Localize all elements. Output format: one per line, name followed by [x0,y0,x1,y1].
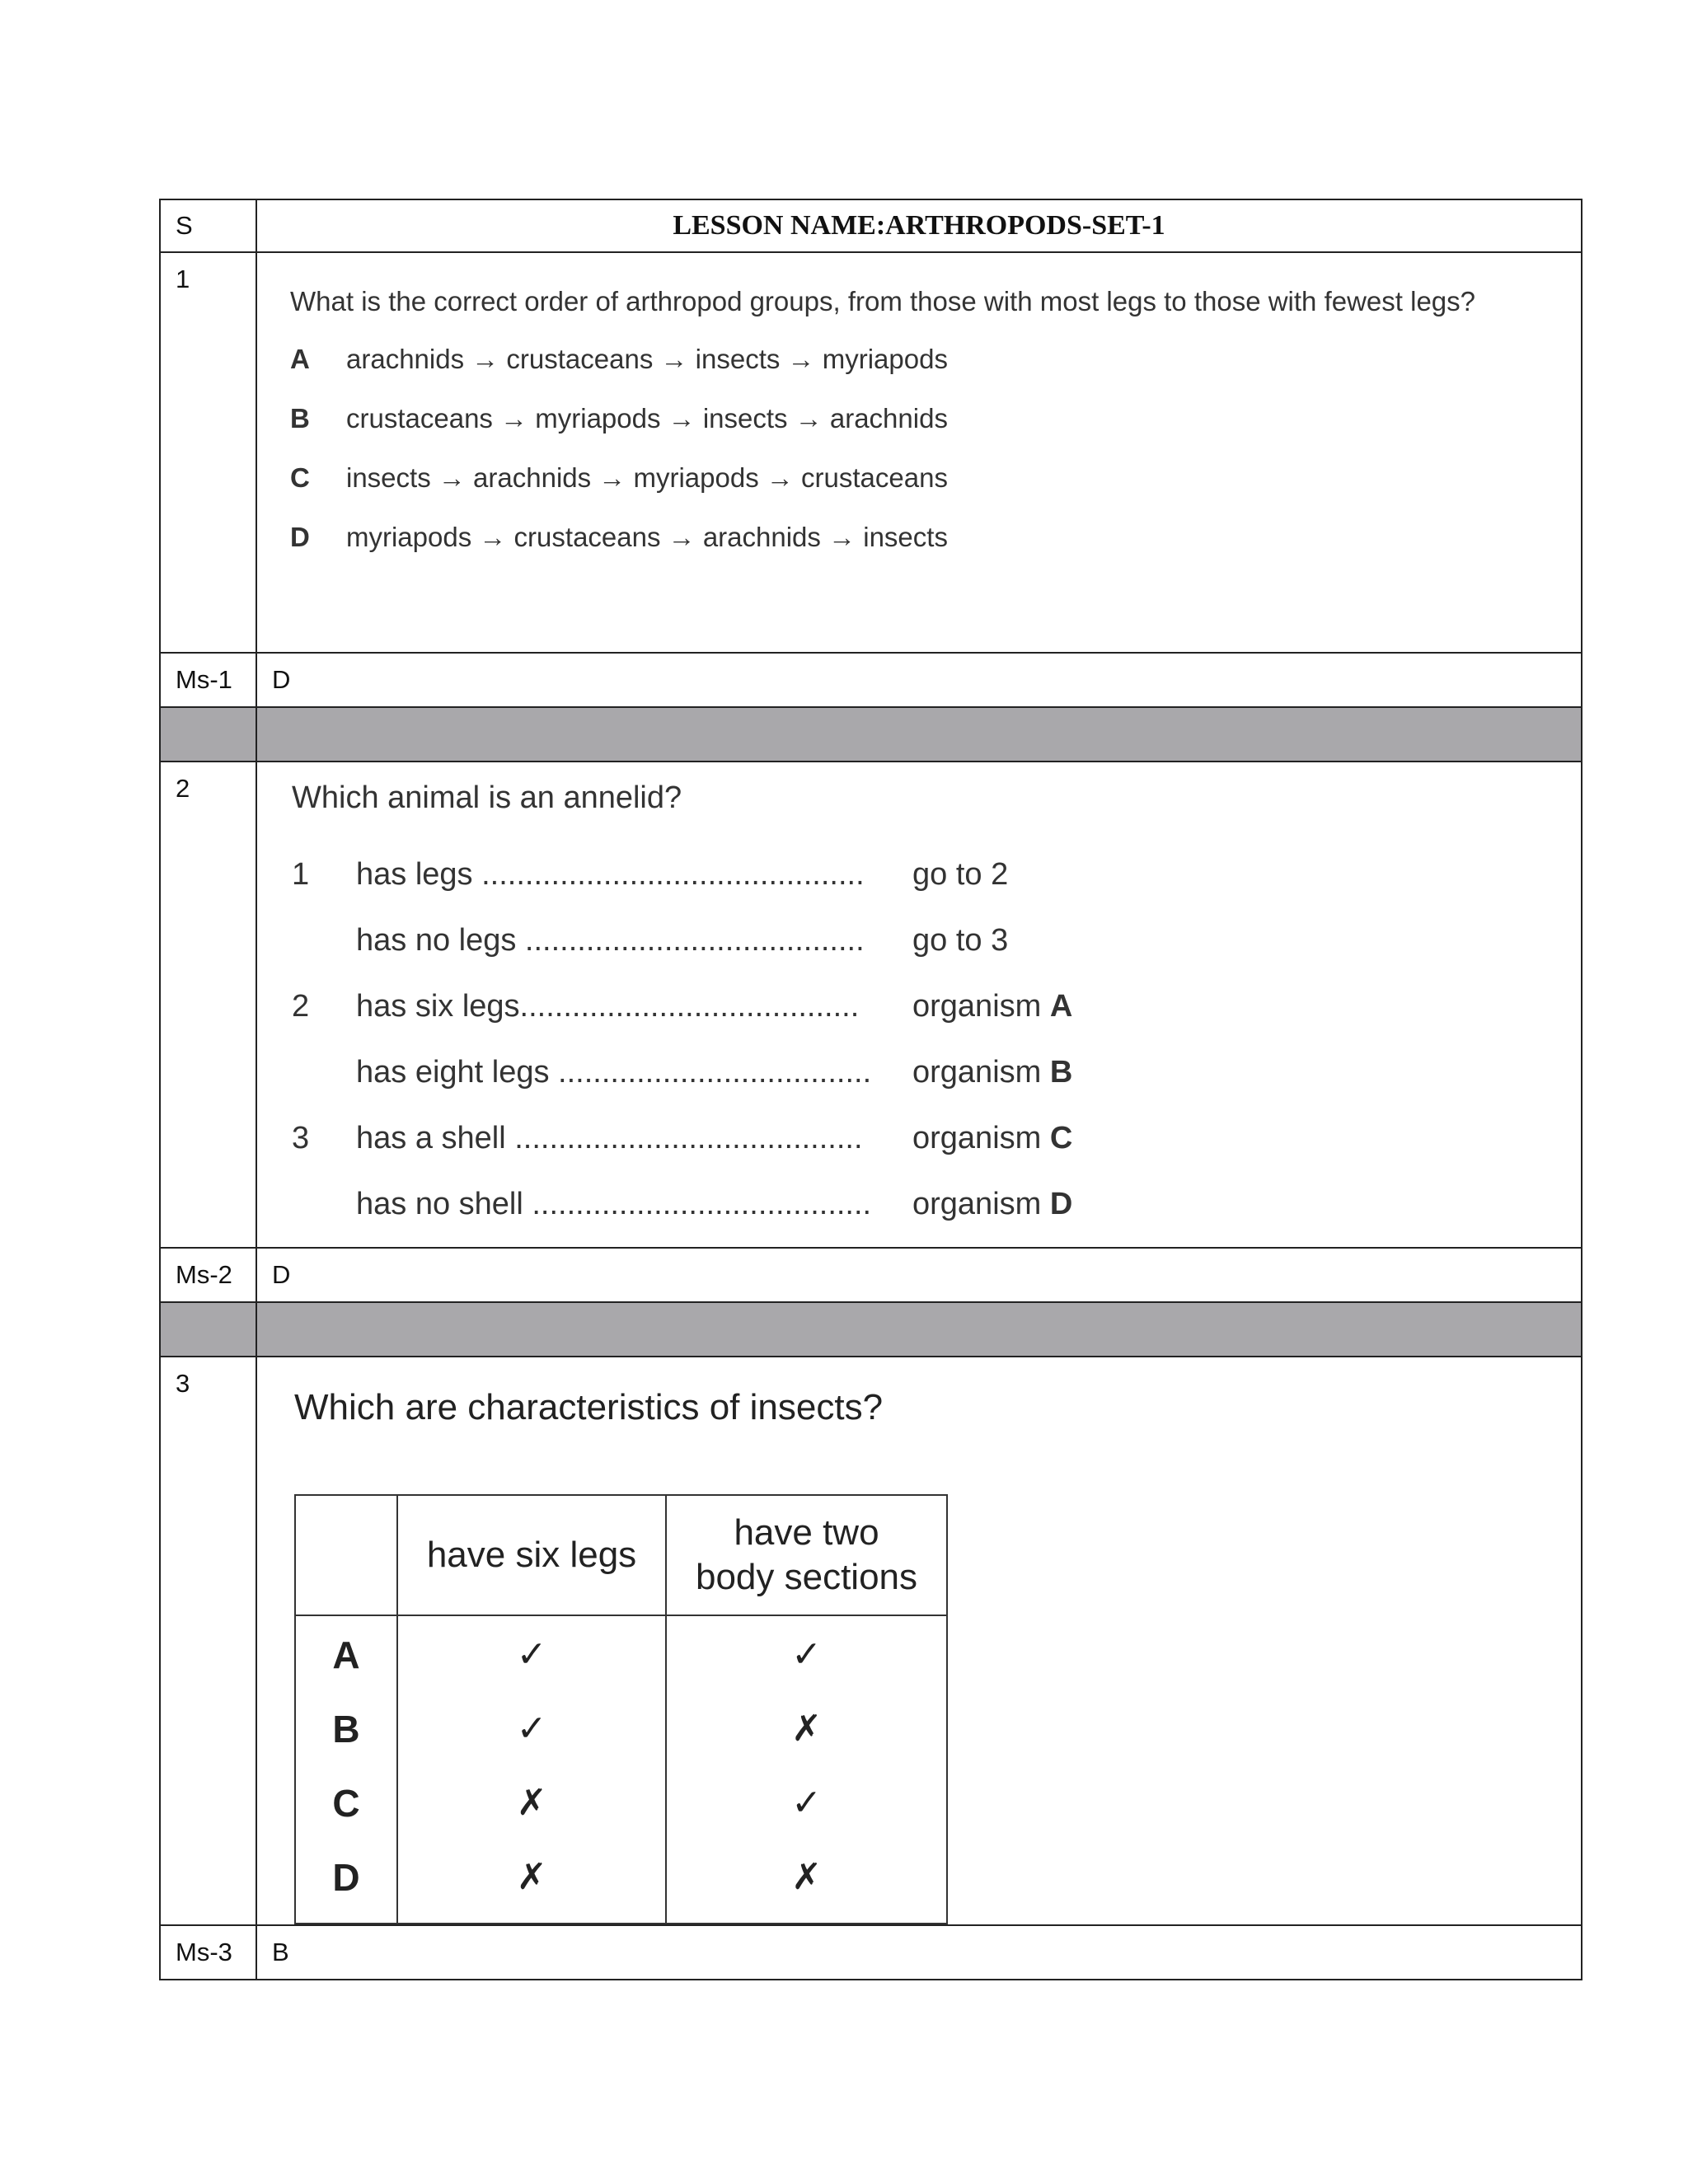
answer-value: D [256,653,1582,707]
question-3-body [256,1357,1582,1925]
characteristics-body [295,1615,947,1924]
separator-row [160,707,1582,762]
mark-icon: ✓ [516,1708,547,1749]
answer-1-row [160,653,1582,707]
question-number: 1 [160,252,256,653]
mark-icon: ✓ [791,1783,822,1823]
col-header-six-legs: have six legs [397,1495,666,1615]
dichotomous-key [292,841,1581,1237]
key-row: 2 has six legs....................................... organism A [292,988,1073,1024]
characteristics-table [294,1494,948,1924]
row-letter: A [332,1633,360,1676]
row-letter: B [332,1708,360,1750]
question-3-stem: Which are characteristics of insects? [294,1387,884,1427]
option-c: C insects → arachnids → myriapods → crustaceans [290,462,948,493]
key-row: 1 has legs ............................................ go to 2 [292,856,1009,892]
answer-2-row [160,1248,1582,1302]
key-row: has eight legs .................................... organism B [356,1054,1073,1090]
row-letter: D [332,1856,360,1899]
question-number: 3 [160,1357,256,1925]
option-b: B crustaceans → myriapods → insects → arachnids [290,403,948,434]
mark-scheme-label: Ms-3 [160,1925,256,1980]
question-2-stem: Which animal is an annelid? [292,780,682,815]
option-d: D myriapods → crustaceans → arachnids → insects [290,522,948,552]
answer-value: D [256,1248,1582,1302]
option-a: A arachnids → crustaceans → insects → myriapods [290,344,948,374]
question-2-body [256,762,1582,1248]
lesson-title: LESSON NAME:ARTHROPODS-SET-1 [256,199,1582,252]
mark-icon: ✓ [791,1634,822,1675]
mark-icon: ✓ [516,1634,547,1675]
header-row [160,199,1582,252]
key-row: has no legs ....................................... go to 3 [356,922,1009,958]
question-1-row [160,252,1582,653]
mark-scheme-label: Ms-1 [160,653,256,707]
col-header-two-sections: have two body sections [666,1495,947,1615]
mark-scheme-label: Ms-2 [160,1248,256,1302]
key-row: 3 has a shell ........................................ organism C [292,1120,1073,1155]
mark-icon: ✗ [791,1857,822,1897]
row-letter: C [332,1782,360,1825]
answer-value: B [256,1925,1582,1980]
key-row: has no shell ....................................... organism D [356,1186,1073,1221]
characteristics-header-row [295,1495,947,1615]
s-column-label: S [160,199,256,252]
mark-icon: ✗ [516,1783,547,1823]
question-2-row [160,762,1582,1248]
separator-row [160,1302,1582,1357]
question-1-body [256,252,1582,653]
lesson-table [159,199,1582,1980]
answer-3-row [160,1925,1582,1980]
question-number: 2 [160,762,256,1248]
mark-icon: ✗ [516,1857,547,1897]
question-1-stem: What is the correct order of arthropod groups, from those with most legs to those with fewest legs? [290,286,1475,316]
question-3-row [160,1357,1582,1925]
mark-icon: ✗ [791,1708,822,1749]
